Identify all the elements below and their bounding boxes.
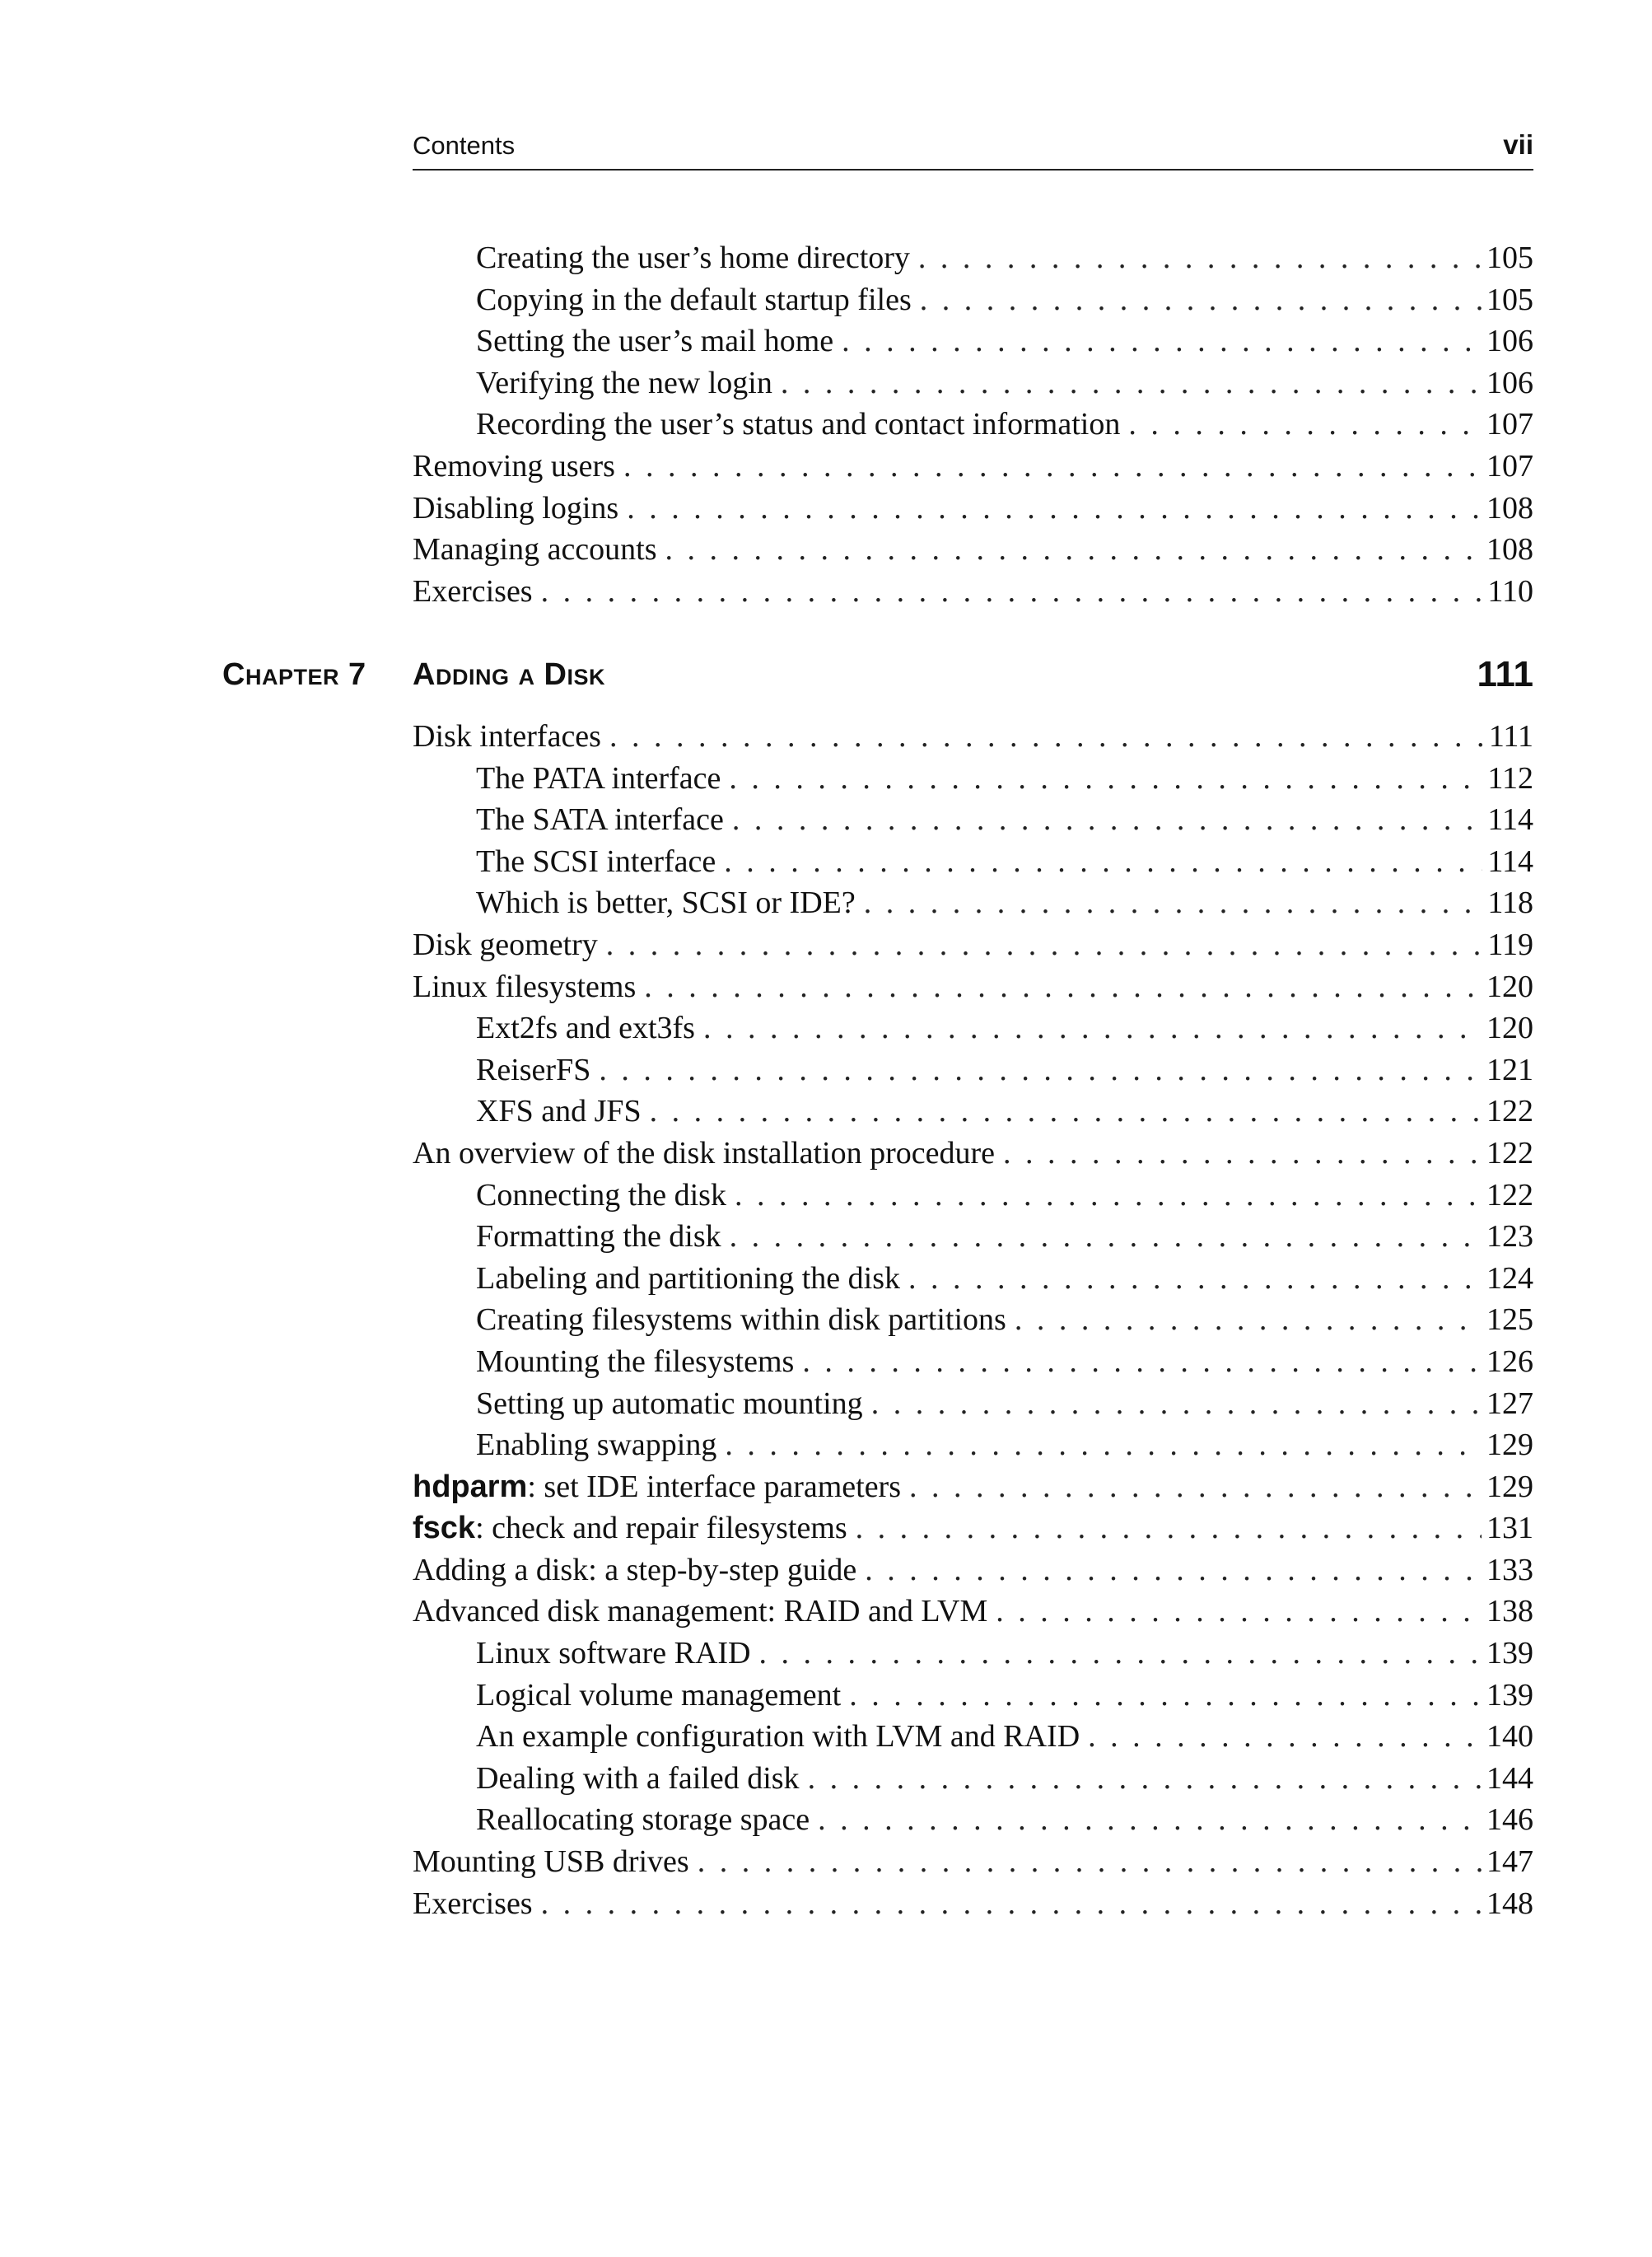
toc-entry-page: 129 xyxy=(1486,1428,1533,1463)
toc-entry[interactable] xyxy=(413,1091,1533,1133)
dot-leader xyxy=(725,1424,1482,1466)
toc-entry-label: Creating the user’s home directory xyxy=(476,241,910,275)
toc-entry-page: 110 xyxy=(1487,573,1533,609)
chapter-title: Adding a Disk xyxy=(413,657,606,692)
toc-entry[interactable] xyxy=(413,1341,1533,1383)
toc-entry[interactable] xyxy=(413,1716,1533,1758)
toc-entry-label: Exercises xyxy=(413,1886,533,1921)
toc-entry[interactable] xyxy=(413,1675,1533,1717)
toc-entry[interactable] xyxy=(413,1258,1533,1300)
toc-entry-page: 107 xyxy=(1486,448,1533,484)
dot-leader xyxy=(1128,404,1482,446)
toc-entry-label xyxy=(413,1507,856,1549)
toc-entry-label: Enabling swapping xyxy=(476,1428,717,1463)
dot-leader xyxy=(865,1549,1482,1591)
dot-leader xyxy=(627,488,1482,530)
chapter-page: 111 xyxy=(1477,654,1533,694)
toc-entry-label: Mounting USB drives xyxy=(413,1844,689,1880)
dot-leader xyxy=(856,1507,1482,1549)
dot-leader xyxy=(599,1049,1482,1091)
command-name: fsck xyxy=(413,1511,476,1546)
toc-entry-page: 112 xyxy=(1487,760,1533,796)
toc-entry-page: 114 xyxy=(1487,802,1533,838)
dot-leader xyxy=(541,1883,1482,1925)
toc-entry-label-rest: : check and repair filesystems xyxy=(475,1511,847,1546)
toc-entry[interactable] xyxy=(413,1175,1533,1217)
toc-entry-page: 131 xyxy=(1486,1511,1533,1546)
dot-leader xyxy=(1015,1299,1482,1341)
toc-entry-page: 138 xyxy=(1486,1594,1533,1629)
toc-entry[interactable] xyxy=(413,362,1533,404)
dot-leader xyxy=(724,841,1482,883)
toc-entry[interactable] xyxy=(413,1133,1533,1175)
toc-entry[interactable] xyxy=(413,446,1533,488)
toc-entry-label: Managing accounts xyxy=(413,532,657,568)
toc-section-previous-chapter xyxy=(413,237,1533,612)
toc-entry-label: Recording the user’s status and contact information xyxy=(476,407,1121,442)
toc-entry-label: Ext2fs and ext3fs xyxy=(476,1011,695,1046)
dot-leader xyxy=(650,1091,1482,1133)
page-number: vii xyxy=(1503,129,1533,160)
chapter-heading xyxy=(222,654,1533,707)
dot-leader xyxy=(644,966,1482,1008)
toc-entry[interactable] xyxy=(413,1424,1533,1466)
toc-entry-label: ReiserFS xyxy=(476,1052,591,1087)
toc-entry-page: 120 xyxy=(1486,969,1533,1004)
dot-leader xyxy=(781,362,1482,404)
toc-entry-label: Mounting the filesystems xyxy=(476,1343,795,1379)
toc-entry-page: 105 xyxy=(1486,282,1533,317)
dot-leader xyxy=(758,1633,1482,1675)
toc-entry[interactable] xyxy=(413,1049,1533,1091)
dot-leader xyxy=(849,1675,1482,1717)
toc-entry[interactable] xyxy=(413,237,1533,279)
dot-leader xyxy=(1088,1716,1482,1758)
toc-entry[interactable] xyxy=(413,320,1533,362)
toc-entry-label: Linux software RAID xyxy=(476,1636,751,1671)
dot-leader xyxy=(909,1466,1482,1508)
toc-entry-page: 106 xyxy=(1486,324,1533,359)
toc-entry-label: Exercises xyxy=(413,573,533,609)
toc-entry[interactable] xyxy=(413,799,1533,841)
dot-leader xyxy=(864,882,1482,924)
toc-entry[interactable] xyxy=(413,1007,1533,1049)
dot-leader xyxy=(730,1216,1482,1258)
toc-entry[interactable] xyxy=(413,1591,1533,1633)
toc-entry-page: 123 xyxy=(1486,1219,1533,1255)
dot-leader xyxy=(871,1383,1482,1425)
toc-entry[interactable] xyxy=(413,882,1533,924)
dot-leader xyxy=(541,571,1482,613)
toc-entry-page: 148 xyxy=(1486,1886,1533,1921)
toc-entry-page: 140 xyxy=(1486,1719,1533,1755)
toc-entry-page: 126 xyxy=(1486,1343,1533,1379)
toc-entry-page: 144 xyxy=(1486,1760,1533,1796)
toc-entry[interactable] xyxy=(413,1507,1533,1549)
toc-entry[interactable] xyxy=(413,841,1533,883)
toc-entry-page: 120 xyxy=(1486,1011,1533,1046)
toc-entry-page: 114 xyxy=(1487,843,1533,879)
toc-entry-label: Setting up automatic mounting xyxy=(476,1386,863,1421)
toc-section-chapter-7 xyxy=(413,716,1533,1924)
toc-entry-page: 133 xyxy=(1486,1552,1533,1587)
toc-entry[interactable] xyxy=(413,1883,1533,1925)
toc-entry-label: Removing users xyxy=(413,448,615,484)
toc-entry-label: Adding a disk: a step-by-step guide xyxy=(413,1552,857,1587)
toc-entry[interactable] xyxy=(413,571,1533,613)
toc-entry[interactable] xyxy=(413,404,1533,446)
dot-leader xyxy=(808,1758,1482,1800)
toc-entry[interactable] xyxy=(413,279,1533,321)
toc-entry[interactable] xyxy=(413,966,1533,1008)
toc-entry-label: Labeling and partitioning the disk xyxy=(476,1260,901,1296)
toc-entry[interactable] xyxy=(413,1841,1533,1883)
toc-entry-page: 139 xyxy=(1486,1636,1533,1671)
toc-entry-label: An example configuration with LVM and RAID xyxy=(476,1719,1080,1755)
toc-entry[interactable] xyxy=(413,1216,1533,1258)
dot-leader xyxy=(665,529,1482,571)
toc-entry-page: 119 xyxy=(1487,927,1533,962)
toc-entry-page: 122 xyxy=(1486,1094,1533,1129)
dot-leader xyxy=(996,1591,1482,1633)
dot-leader xyxy=(703,1007,1482,1049)
toc-entry-label-rest: : set IDE interface parameters xyxy=(527,1469,902,1504)
toc-entry-page: 106 xyxy=(1486,365,1533,400)
chapter-number: Chapter 7 xyxy=(222,657,366,692)
toc-entry-label: Reallocating storage space xyxy=(476,1802,810,1838)
toc-entry-label: Dealing with a failed disk xyxy=(476,1760,800,1796)
dot-leader xyxy=(735,1175,1482,1217)
toc-entry-label xyxy=(413,1466,909,1508)
toc-entry-label: Verifying the new login xyxy=(476,365,772,400)
toc-entry-label: Formatting the disk xyxy=(476,1219,721,1255)
toc-entry-page: 122 xyxy=(1486,1135,1533,1171)
command-name: hdparm xyxy=(413,1469,528,1504)
toc-entry-label: Disabling logins xyxy=(413,490,619,526)
toc-entry-page: 107 xyxy=(1486,407,1533,442)
toc-entry-page: 146 xyxy=(1486,1802,1533,1838)
toc-entry[interactable] xyxy=(413,529,1533,571)
dot-leader xyxy=(908,1258,1482,1300)
toc-entry[interactable] xyxy=(413,716,1533,758)
toc-entry[interactable] xyxy=(413,924,1533,966)
toc-entry-page: 111 xyxy=(1488,719,1533,754)
dot-leader xyxy=(698,1841,1482,1883)
toc-entry[interactable] xyxy=(413,1799,1533,1841)
toc-entry-page: 121 xyxy=(1486,1052,1533,1087)
dot-leader xyxy=(606,924,1482,966)
toc-entry[interactable] xyxy=(413,1758,1533,1800)
toc-entry[interactable] xyxy=(413,488,1533,530)
toc-entry-page: 129 xyxy=(1486,1469,1533,1504)
toc-entry-label: Connecting the disk xyxy=(476,1177,726,1213)
toc-entry[interactable] xyxy=(413,1383,1533,1425)
toc-entry-label: Logical volume management xyxy=(476,1677,842,1713)
page-header xyxy=(413,128,1533,171)
toc-entry-label: The SATA interface xyxy=(476,802,724,838)
toc-entry-label: Creating filesystems within disk partitions xyxy=(476,1302,1006,1338)
toc-entry-label: XFS and JFS xyxy=(476,1094,642,1129)
toc-entry-page: 108 xyxy=(1486,532,1533,568)
toc-entry-page: 125 xyxy=(1486,1302,1533,1338)
toc-entry-page: 105 xyxy=(1486,241,1533,275)
toc-entry-label: Disk interfaces xyxy=(413,719,601,754)
dot-leader xyxy=(623,446,1482,488)
toc-entry-label: Setting the user’s mail home xyxy=(476,324,834,359)
toc-entry-label: An overview of the disk installation procedure xyxy=(413,1135,996,1171)
toc-entry[interactable] xyxy=(413,758,1533,800)
toc-entry-page: 118 xyxy=(1487,886,1533,921)
toc-entry-label: The SCSI interface xyxy=(476,843,716,879)
toc-entry-page: 127 xyxy=(1486,1386,1533,1421)
dot-leader xyxy=(918,237,1482,279)
toc-entry-label: Which is better, SCSI or IDE? xyxy=(476,886,856,921)
toc-entry-page: 147 xyxy=(1486,1844,1533,1880)
running-title: Contents xyxy=(413,131,516,160)
toc-entry-page: 139 xyxy=(1486,1677,1533,1713)
toc-entry-label: Copying in the default startup files xyxy=(476,282,912,317)
dot-leader xyxy=(920,279,1482,321)
dot-leader xyxy=(1003,1133,1482,1175)
toc-entry[interactable] xyxy=(413,1299,1533,1341)
dot-leader xyxy=(818,1799,1482,1841)
dot-leader xyxy=(609,716,1482,758)
toc-entry-label: Advanced disk management: RAID and LVM xyxy=(413,1594,988,1629)
toc-entry[interactable] xyxy=(413,1466,1533,1508)
dot-leader xyxy=(802,1341,1482,1383)
toc-entry[interactable] xyxy=(413,1633,1533,1675)
dot-leader xyxy=(842,320,1482,362)
toc-entry-page: 124 xyxy=(1486,1260,1533,1296)
toc-entry-page: 122 xyxy=(1486,1177,1533,1213)
toc-entry-page: 108 xyxy=(1486,490,1533,526)
toc-entry-label: Linux filesystems xyxy=(413,969,637,1004)
toc-entry[interactable] xyxy=(413,1549,1533,1591)
dot-leader xyxy=(729,758,1482,800)
toc-entry-label: Disk geometry xyxy=(413,927,598,962)
toc-entry-label: The PATA interface xyxy=(476,760,721,796)
dot-leader xyxy=(732,799,1482,841)
